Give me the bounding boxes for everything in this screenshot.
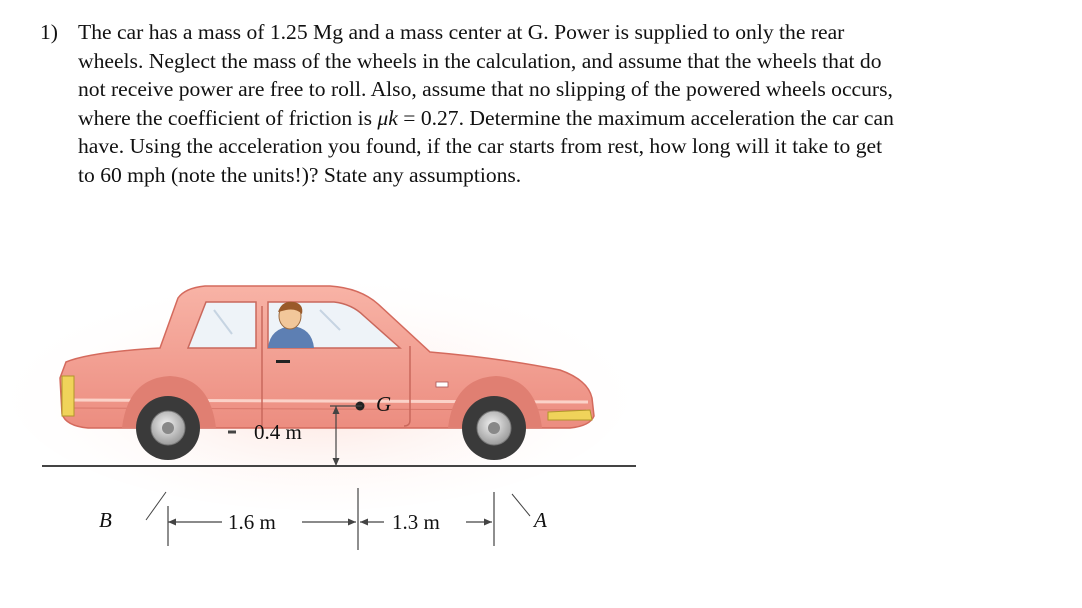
- problem-line-5: have. Using the acceleration you found, if the car starts from rest, how long will it take to get: [78, 134, 883, 159]
- problem-line-4-post: = 0.27. Determine the maximum acceleration the car can: [397, 105, 894, 130]
- dimension-front-label: 1.3 m: [392, 510, 440, 534]
- front-bumper: [548, 410, 592, 420]
- car-figure: [0, 230, 1082, 608]
- problem-line-4: [78, 104, 1068, 133]
- problem-line-3: not receive power are free to roll. Also, assume that no slipping of the powered wheels occurs,: [78, 77, 893, 102]
- leader-A: [512, 494, 530, 516]
- label-A: A: [534, 508, 547, 532]
- label-B: B: [99, 508, 112, 532]
- mu-k-symbol: μk: [377, 105, 398, 130]
- problem-line-6: to 60 mph (note the units!)? State any assumptions.: [78, 162, 522, 187]
- problem-line-2: wheels. Neglect the mass of the wheels in the calculation, and assume that the wheels that do: [78, 48, 882, 73]
- front-wheel: [462, 396, 526, 460]
- leader-B: [146, 492, 166, 520]
- side-marker: [436, 382, 448, 387]
- problem-text: [78, 18, 1068, 190]
- label-G: G: [376, 392, 392, 416]
- rear-bumper: [62, 376, 74, 416]
- rear-wheel: [136, 396, 200, 460]
- dimension-rear-label: 1.6 m: [228, 510, 276, 534]
- problem-line-1: The car has a mass of 1.25 Mg and a mass center at G. Power is supplied to only the rear: [78, 20, 845, 44]
- car-illustration: [0, 230, 1082, 608]
- dimension-height-label: 0.4 m: [254, 420, 302, 444]
- problem-line-4-pre: where the coefficient of friction is: [78, 105, 378, 130]
- problem-number: 1): [40, 20, 58, 44]
- door-handle: [276, 360, 290, 363]
